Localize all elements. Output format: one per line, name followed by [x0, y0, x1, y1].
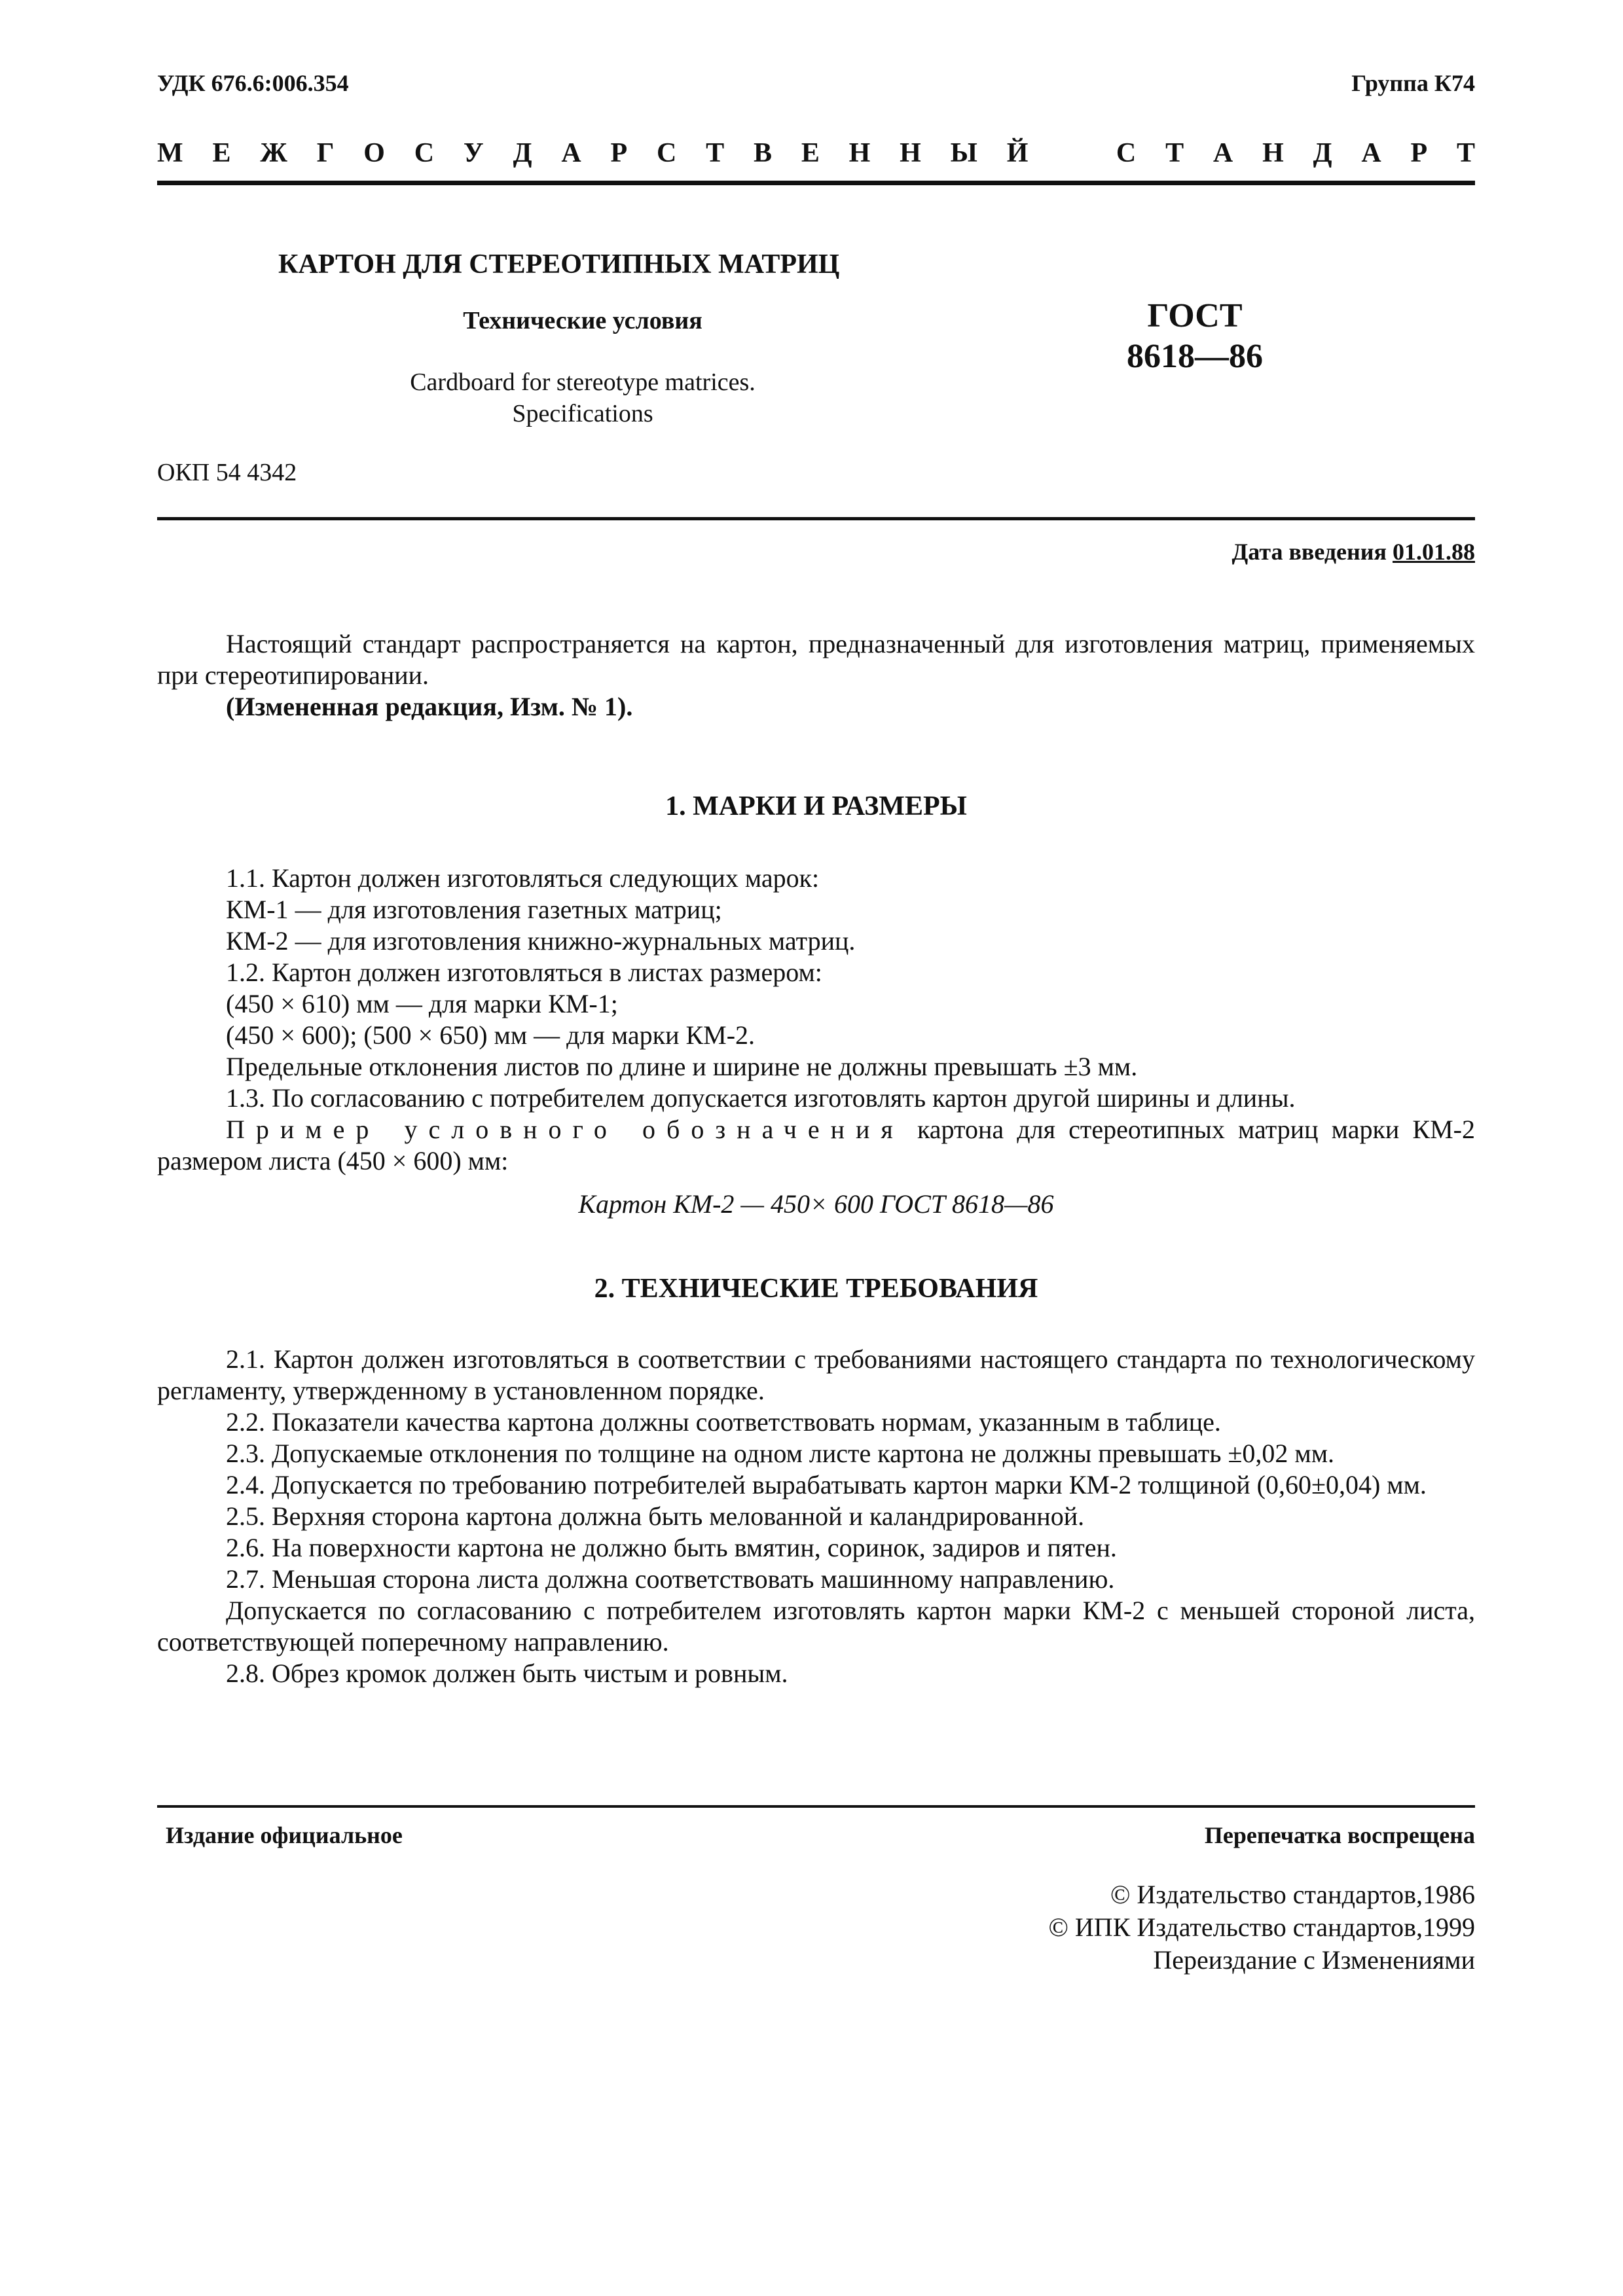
introduction-date-value: 01.01.88 — [1393, 539, 1475, 565]
intro-block — [157, 628, 1475, 723]
banner-letter: Т — [706, 138, 725, 168]
banner-letter: Т — [1165, 138, 1184, 168]
banner-letter: Й — [1006, 138, 1029, 168]
clause-2-4: 2.4. Допускается по требованию потребителей вырабатывать картон марки КМ-2 толщиной (0,60±0,04) мм. — [226, 1470, 1427, 1499]
banner-letter: Т — [1456, 138, 1475, 168]
gost-code: 8618—86 — [1127, 338, 1263, 375]
header-thick-rule — [157, 181, 1475, 185]
clause-2-7-note: Допускается по согласованию с потребителем изготовлять картон марки КМ-2 с меньшей стороной листа, соответствующей поперечному направлению. — [157, 1596, 1475, 1657]
banner-letter: С — [414, 138, 435, 168]
clause-2-8: 2.8. Обрез кромок должен быть чистым и ровным. — [226, 1659, 788, 1688]
banner-letter: В — [753, 138, 772, 168]
banner-letter: А — [1361, 138, 1381, 168]
banner-letter: Н — [900, 138, 921, 168]
size-tolerance: Предельные отклонения листов по длине и ширине не должны превышать ±3 мм. — [226, 1052, 1138, 1081]
banner-letter: Н — [1262, 138, 1284, 168]
intro-paragraph: Настоящий стандарт распространяется на картон, предназначенный для изготовления матриц, применяемых при стереотипировании. — [157, 629, 1475, 690]
copyright-line: © ИПК Издательство стандартов,1999 — [1048, 1912, 1475, 1942]
gost-label: ГОСТ — [1147, 297, 1243, 334]
banner-letter: О — [363, 138, 385, 168]
designation-formula: Картон КМ-2 — 450× 600 ГОСТ 8618—86 — [578, 1189, 1054, 1219]
copyright-block — [1049, 1878, 1475, 1977]
document-subtitle: Технические условия — [463, 307, 702, 334]
clause-2-6: 2.6. На поверхности картона не должно быть вмятин, соринок, задиров и пятен. — [226, 1533, 1117, 1562]
banner-letter: С — [1116, 138, 1137, 168]
reissue-note: Переиздание с Изменениями — [1153, 1945, 1475, 1975]
banner-letter: А — [561, 138, 581, 168]
banner-letter: Г — [316, 138, 335, 168]
introduction-date-label: Дата введения — [1231, 539, 1387, 565]
gost-number — [1087, 296, 1303, 377]
clause-2-1: 2.1. Картон должен изготовляться в соответствии с требованиями настоящего стандарта по технологическому регламенту, утвержденному в установленном порядке. — [157, 1344, 1475, 1405]
banner-letter: Е — [801, 138, 820, 168]
size-km1: (450 × 610) мм — для марки КМ-1; — [226, 989, 618, 1018]
clause-2-7: 2.7. Меньшая сторона листа должна соответствовать машинному направлению. — [226, 1564, 1115, 1594]
english-title-line: Cardboard for stereotype matrices. — [410, 368, 756, 396]
official-edition-label: Издание официальное — [166, 1822, 403, 1848]
designation-example-lead: Пример условного обозначения — [226, 1115, 904, 1144]
english-title-line: Specifications — [512, 400, 653, 427]
section-2-body — [157, 1344, 1475, 1689]
banner-letter: Д — [1313, 138, 1332, 168]
amendment-note: (Измененная редакция, Изм. № 1). — [226, 692, 633, 721]
clause-1-1: 1.1. Картон должен изготовляться следующих марок: — [226, 863, 820, 893]
clause-1-3: 1.3. По согласованию с потребителем допускается изготовлять картон другой ширины и длины. — [226, 1083, 1296, 1113]
banner-letter: У — [463, 138, 484, 168]
grade-km2: КМ-2 — для изготовления книжно-журнальных матриц. — [226, 926, 856, 956]
banner-letter: Ы — [950, 138, 977, 168]
clause-2-3: 2.3. Допускаемые отклонения по толщине на одном листе картона не должны превышать ±0,02 мм. — [226, 1439, 1335, 1468]
english-title — [0, 367, 1165, 429]
banner-letter: Р — [1410, 138, 1428, 168]
banner-letter: Ж — [260, 138, 287, 168]
group-code: Группа К74 — [1351, 70, 1475, 96]
title-rule — [157, 517, 1475, 520]
banner-letter: А — [1213, 138, 1233, 168]
section-2-heading: 2. ТЕХНИЧЕСКИЕ ТРЕБОВАНИЯ — [594, 1274, 1038, 1304]
designation-example — [157, 1114, 1475, 1177]
banner-letter: Н — [848, 138, 871, 168]
footer-rule — [157, 1805, 1475, 1808]
designation-example-text: картона для стереотипных матриц марки КМ-2 размером листа (450 × 600) мм: — [157, 1115, 1475, 1175]
grade-km1: КМ-1 — для изготовления газетных матриц; — [226, 895, 722, 924]
reprint-prohibited-label: Перепечатка воспрещена — [1204, 1822, 1475, 1848]
okp-code: ОКП 54 4342 — [157, 459, 297, 486]
size-km2: (450 × 600); (500 × 650) мм — для марки КМ-2. — [226, 1020, 756, 1050]
banner-letter: М — [157, 138, 183, 168]
introduction-date — [1232, 538, 1476, 565]
clause-1-2: 1.2. Картон должен изготовляться в листах размером: — [226, 958, 822, 987]
clause-2-5: 2.5. Верхняя сторона картона должна быть мелованной и каландрированной. — [226, 1501, 1085, 1531]
udk-code: УДК 676.6:006.354 — [157, 70, 349, 96]
interstate-standard-banner — [157, 137, 1475, 169]
banner-letter: Д — [513, 138, 532, 168]
banner-letter: С — [656, 138, 677, 168]
section-1-heading: 1. МАРКИ И РАЗМЕРЫ — [665, 791, 967, 821]
banner-letter: Р — [610, 138, 628, 168]
copyright-line: © Издательство стандартов,1986 — [1110, 1880, 1475, 1909]
banner-letter: Е — [212, 138, 231, 168]
clause-2-2: 2.2. Показатели качества картона должны соответствовать нормам, указанным в таблице. — [226, 1407, 1221, 1437]
document-title: КАРТОН ДЛЯ СТЕРЕОТИПНЫХ МАТРИЦ — [278, 249, 840, 279]
section-1-body — [157, 863, 1475, 1220]
